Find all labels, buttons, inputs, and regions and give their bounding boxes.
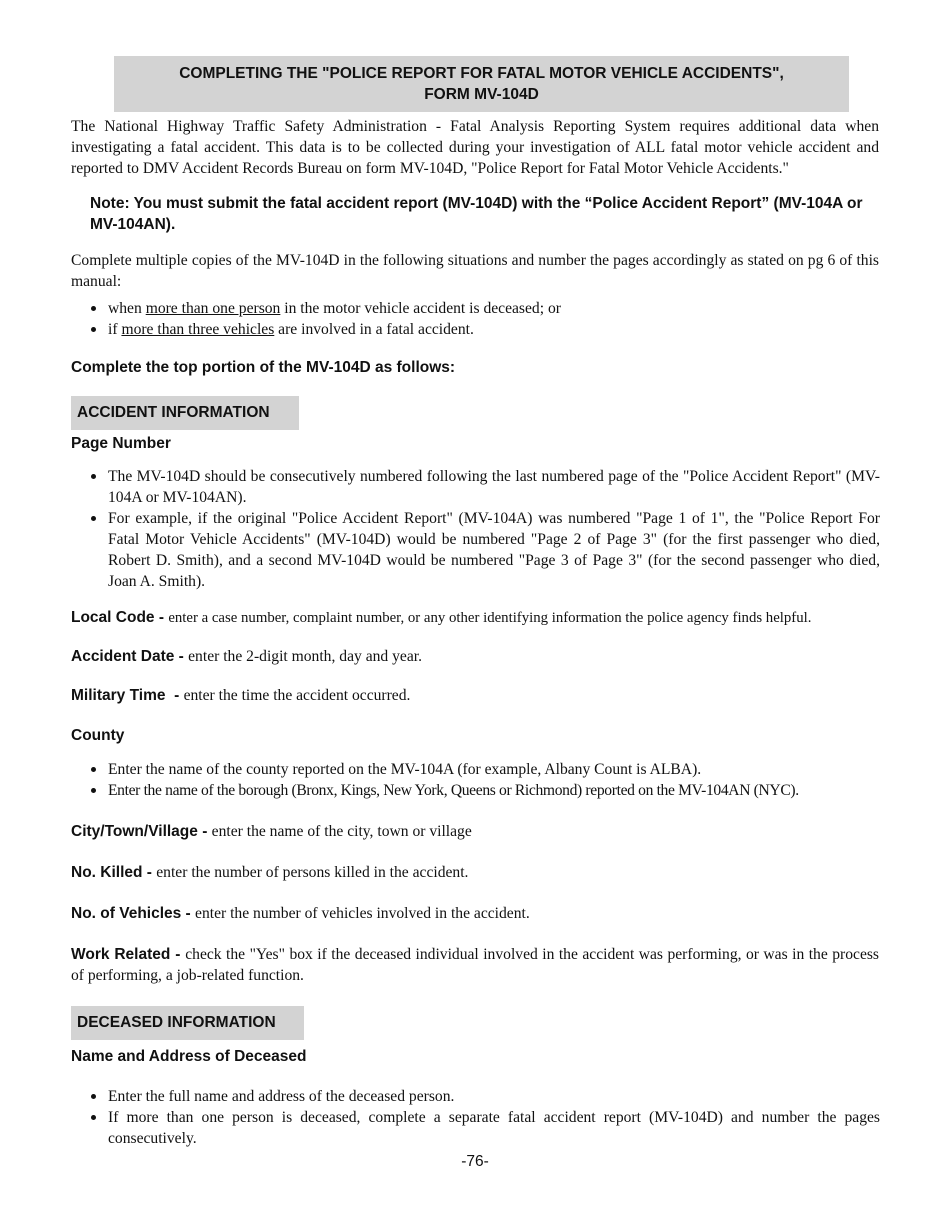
page-number-label: Page Number	[71, 435, 171, 452]
list-item: The MV-104D should be consecutively numbered following the last numbered page of the "Police Accident Report" (MV-104A or MV-104AN).	[90, 466, 880, 508]
intro-paragraph: The National Highway Traffic Safety Administration - Fatal Analysis Reporting System requires additional data when investigating a fatal accident. This data is to be collected during your investigation of ALL fatal motor vehicle accident and reported to DMV Accident Records Bureau on form MV-104D, "Police Report for Fatal Motor Vehicle Accidents."	[71, 118, 879, 177]
accident-date-field	[71, 646, 879, 667]
city-text: enter the name of the city, town or village	[211, 823, 472, 840]
work-related-text: check the "Yes" box if the deceased individual involved in the accident was performing, or was in the process of performing, a job-related function.	[71, 946, 879, 984]
military-time-field	[71, 685, 879, 706]
killed-label: No. Killed -	[71, 864, 157, 881]
list-item	[90, 298, 880, 319]
vehicles-field	[71, 903, 879, 924]
killed-text: enter the number of persons killed in the accident.	[156, 864, 469, 881]
top-portion-heading: Complete the top portion of the MV-104D as follows:	[71, 359, 456, 376]
page-number-list	[90, 466, 880, 592]
military-time-text: enter the time the accident occurred.	[183, 687, 411, 704]
title-line-1: COMPLETING THE "POLICE REPORT FOR FATAL MOTOR VEHICLE ACCIDENTS",	[179, 65, 784, 82]
list-item: Enter the name of the borough (Bronx, Kings, New York, Queens or Richmond) reported on the MV-104AN (NYC).	[90, 780, 880, 801]
title-banner	[114, 56, 849, 112]
list-item: If more than one person is deceased, complete a separate fatal accident report (MV-104D) and number the pages consecutively.	[90, 1107, 880, 1149]
list-item: Enter the full name and address of the deceased person.	[90, 1086, 880, 1107]
deceased-information-header: DECEASED INFORMATION	[71, 1006, 304, 1040]
military-time-label: Military Time -	[71, 687, 184, 704]
list-item	[90, 319, 880, 340]
city-field	[71, 821, 879, 842]
city-label: City/Town/Village -	[71, 823, 212, 840]
situation-pre: when	[108, 300, 146, 317]
local-code-field	[71, 607, 879, 629]
title-line-2: FORM MV-104D	[424, 86, 539, 103]
situation-post: are involved in a fatal accident.	[274, 321, 474, 338]
vehicles-text: enter the number of vehicles involved in the accident.	[195, 905, 530, 922]
list-item: For example, if the original "Police Accident Report" (MV-104A) was numbered "Page 1 of 1", the "Police Report For Fatal Motor Vehicle Accidents" (MV-104D) would be numbered "Page 2 of Page 3" (for the first passenger who died, Robert D. Smith), and a second MV-104D would be numbered "Page 3 of Page 3" (for the second passenger who died, Joan A. Smith).	[90, 508, 880, 592]
situation-post: in the motor vehicle accident is deceased; or	[280, 300, 561, 317]
note-paragraph: Note: You must submit the fatal accident report (MV-104D) with the “Police Accident Report” (MV-104A or MV-104AN).	[90, 195, 863, 233]
situation-underlined: more than three vehicles	[121, 321, 275, 338]
work-related-label: Work Related -	[71, 946, 186, 963]
deceased-list	[90, 1086, 880, 1149]
killed-field	[71, 862, 879, 883]
multiple-copies-paragraph: Complete multiple copies of the MV-104D in the following situations and number the pages accordingly as stated on pg 6 of this manual:	[71, 252, 879, 290]
list-item: Enter the name of the county reported on the MV-104A (for example, Albany Count is ALBA).	[90, 759, 880, 780]
situation-underlined: more than one person	[145, 300, 281, 317]
situations-list	[90, 298, 880, 340]
accident-date-text: enter the 2-digit month, day and year.	[188, 648, 422, 665]
work-related-field	[71, 944, 879, 986]
county-label: County	[71, 727, 125, 744]
vehicles-label: No. of Vehicles -	[71, 905, 196, 922]
accident-information-header: ACCIDENT INFORMATION	[71, 396, 299, 430]
accident-date-label: Accident Date -	[71, 648, 189, 665]
county-list	[90, 759, 880, 801]
name-address-label: Name and Address of Deceased	[71, 1048, 307, 1065]
local-code-label: Local Code -	[71, 609, 169, 626]
local-code-text: enter a case number, complaint number, or any other identifying information the police agency finds helpful.	[168, 610, 812, 626]
page-number: -76-	[461, 1153, 489, 1170]
situation-pre: if	[108, 321, 122, 338]
